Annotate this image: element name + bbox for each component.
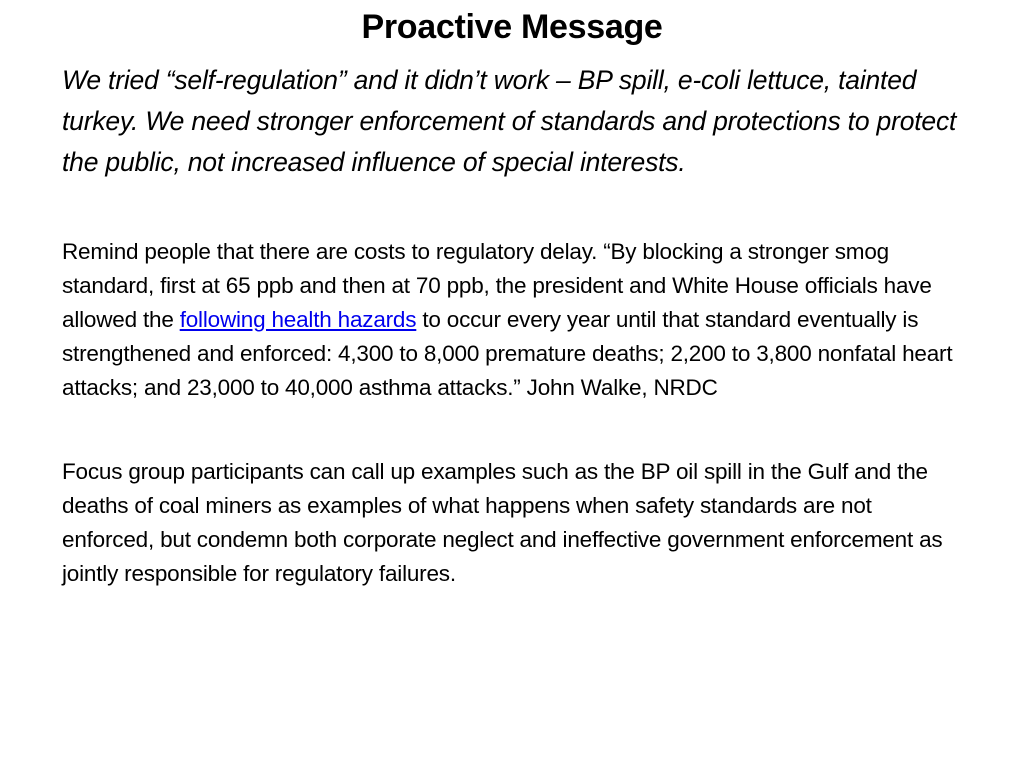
regulatory-delay-paragraph (62, 235, 962, 405)
paragraph-text-after-link: to occur every year until that standard eventually is strengthened and enforced: 4,300 to 8,000 premature deaths; 2,200 to 3,800 nonfatal heart attacks; and 23,000 to 40,000 asthma attacks.” John Walke, NRDC (62, 307, 953, 400)
lead-statement: We tried “self-regulation” and it didn’t work – BP spill, e-coli lettuce, tainted turkey. We need stronger enforcement of standards and protections to protect the public, not increased influence of special interests. (62, 65, 957, 177)
slide-title: Proactive Message (361, 8, 663, 46)
slide-body (62, 60, 962, 591)
paragraph-text-before-link: Remind people that there are costs to regulatory delay. “By blocking a stronger smog standard, first at 65 ppb and then at 70 ppb, the president and White House officials have allowed the (62, 239, 932, 332)
health-hazards-link[interactable]: following health hazards (179, 307, 417, 332)
focus-group-paragraph: Focus group participants can call up examples such as the BP oil spill in the Gulf and the deaths of coal miners as examples of what happens when safety standards are not enforced, but condemn both corporate neglect and ineffective government enforcement as jointly responsible for regulatory failures. (62, 459, 943, 586)
